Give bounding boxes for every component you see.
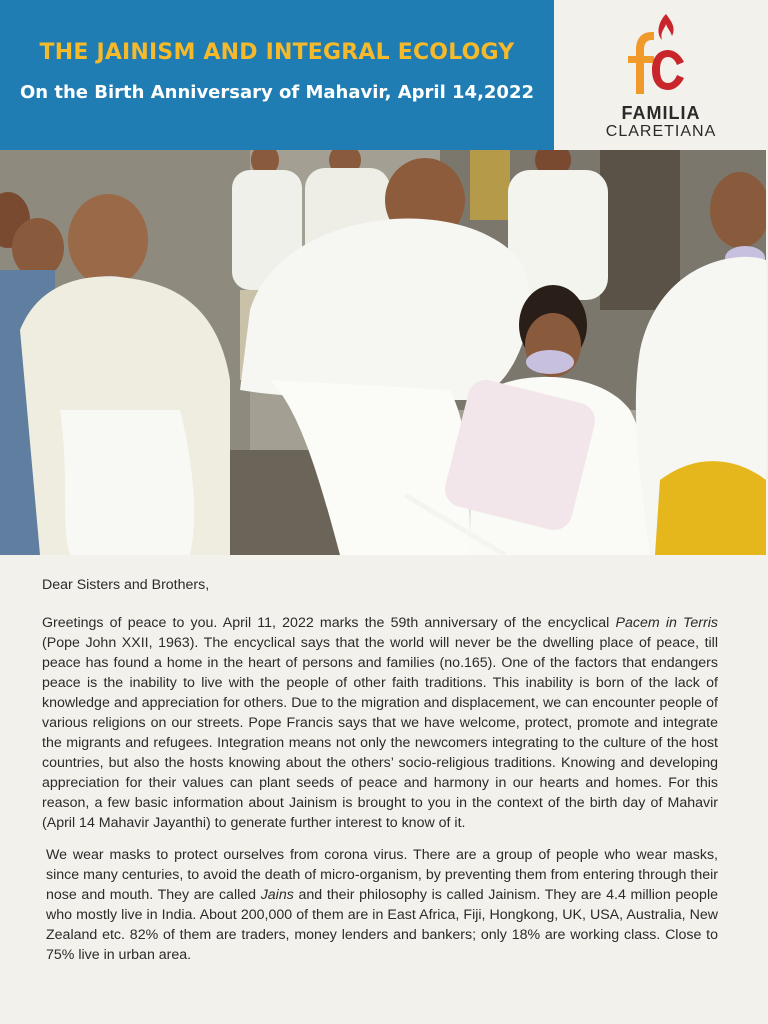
letter-paragraph-2 bbox=[42, 845, 718, 965]
text-run: Greetings of peace to you. April 11, 2022 marks the 59th anniversary of the encyclical bbox=[42, 615, 616, 631]
logo-word-familia: FAMILIA bbox=[621, 103, 701, 123]
fc-monogram-icon bbox=[614, 10, 694, 100]
header-banner bbox=[0, 0, 554, 150]
page-title: THE JAINISM AND INTEGRAL ECOLOGY bbox=[39, 40, 515, 65]
letter-body bbox=[42, 575, 718, 977]
text-run: and their philosophy is called Jainism. They are 4.4 million people who mostly live in India. About 200,000 of them are in East Africa, Fiji, Hongkong, UK, USA, Australia, New Zealand etc. 82% of them are traders, money lenders and bankers; only 18% are working class. Close to 75% live in urban area. bbox=[46, 887, 718, 963]
page-subtitle: On the Birth Anniversary of Mahavir, April 14,2022 bbox=[19, 82, 535, 103]
italic-text-run: Jains bbox=[260, 887, 294, 903]
letter-greeting: Dear Sisters and Brothers, bbox=[42, 577, 210, 593]
familia-claretiana-logo bbox=[554, 0, 768, 150]
photo-illustration bbox=[0, 150, 766, 555]
letter-paragraph-1 bbox=[42, 613, 718, 833]
logo-word-claretiana: CLARETIANA bbox=[605, 123, 717, 140]
text-run: We wear masks to protect ourselves from corona virus. There are a group of people who wear masks, since many centuries, to avoid the death of micro-organism, by preventing them from entering through their nose and mouth. They are called bbox=[46, 847, 718, 903]
text-run: (Pope John XXII, 1963). The encyclical says that the world will never be the dwelling place of peace, till peace has found a home in the heart of persons and families (no.165). One of the factors that endangers peace is the inability to live with the people of other faith traditions. This inability is born of the lack of knowledge and appreciation for others. Due to the migration and displacement, we can encounter people of various religions on our streets. Pope Francis says that we have welcome, protect, promote and integrate the migrants and refugees. Integration means not only the newcomers integrating to the culture of the host countries, but also the hosts knowing about the others’ socio-religious traditions. Knowing and developing appreciation for their values can plant seeds of peace and harmony in our hearts and homes. For this reason, a few basic information about Jainism is brought to you in the context of the birth day of Mahavir (April 14 Mahavir Jayanthi) to generate further interest to know of it. bbox=[42, 635, 718, 831]
italic-text-run: Pacem in Terris bbox=[615, 615, 719, 631]
jain-monks-photo bbox=[0, 150, 766, 555]
